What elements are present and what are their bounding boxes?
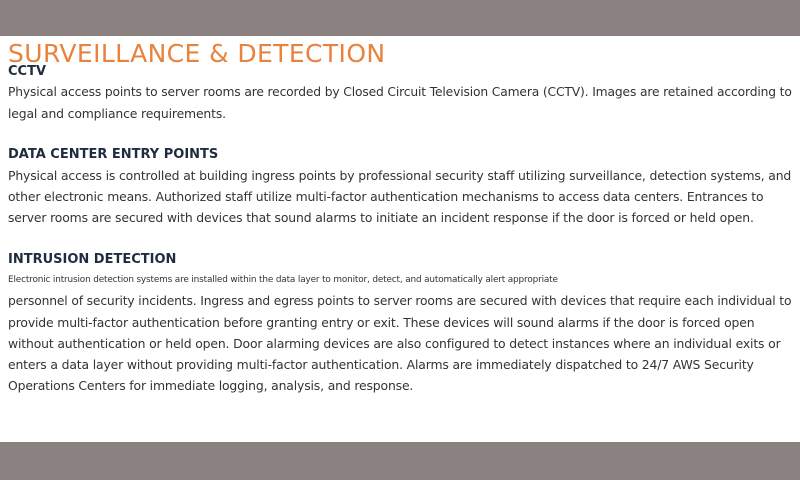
section-heading-intrusion-detection: INTRUSION DETECTION xyxy=(8,252,177,267)
section-cctv xyxy=(8,62,792,124)
section-intrusion-detection xyxy=(8,250,791,396)
body-line: Electronic intrusion detection systems are installed within the data layer to monitor, detect, and automatically alert appropriate xyxy=(8,275,558,285)
body-line: legal and compliance requirements. xyxy=(8,106,226,121)
top-band xyxy=(0,0,800,36)
section-body-data-center-entry-points xyxy=(8,165,791,228)
section-body-cctv xyxy=(8,82,792,124)
body-line: personnel of security incidents. Ingress and egress points to server rooms are secured with devices that require each individual to xyxy=(8,294,792,308)
body-line: without authentication or held open. Door alarming devices are also configured to detect instances where an individual exits or xyxy=(8,336,781,351)
body-line: server rooms are secured with devices that sound alarms to initiate an incident response if the door is forced or held open. xyxy=(8,210,754,225)
section-data-center-entry-points xyxy=(8,145,791,228)
section-body-intrusion-detection xyxy=(8,270,791,396)
body-line: other electronic means. Authorized staff utilize multi-factor authentication mechanisms to access data centers. Entrances to xyxy=(8,189,764,204)
page-title: SURVEILLANCE & DETECTION xyxy=(8,39,386,68)
body-line: provide multi-factor authentication before granting entry or exit. These devices will sound alarms if the door is forced open xyxy=(8,315,755,330)
body-line: enters a data layer without providing multi-factor authentication. Alarms are immediately dispatched to 24/7 AWS Security xyxy=(8,357,754,372)
body-line: Operations Centers for immediate logging, analysis, and response. xyxy=(8,378,414,393)
body-line: Physical access points to server rooms are recorded by Closed Circuit Television Camera (CCTV). Images are retained according to xyxy=(8,85,792,99)
body-line: Physical access is controlled at building ingress points by professional security staff utilizing surveillance, detection systems, and xyxy=(8,168,792,183)
section-heading-data-center-entry-points: DATA CENTER ENTRY POINTS xyxy=(8,147,219,162)
bottom-band xyxy=(0,442,800,480)
section-heading-cctv: CCTV xyxy=(8,64,47,79)
